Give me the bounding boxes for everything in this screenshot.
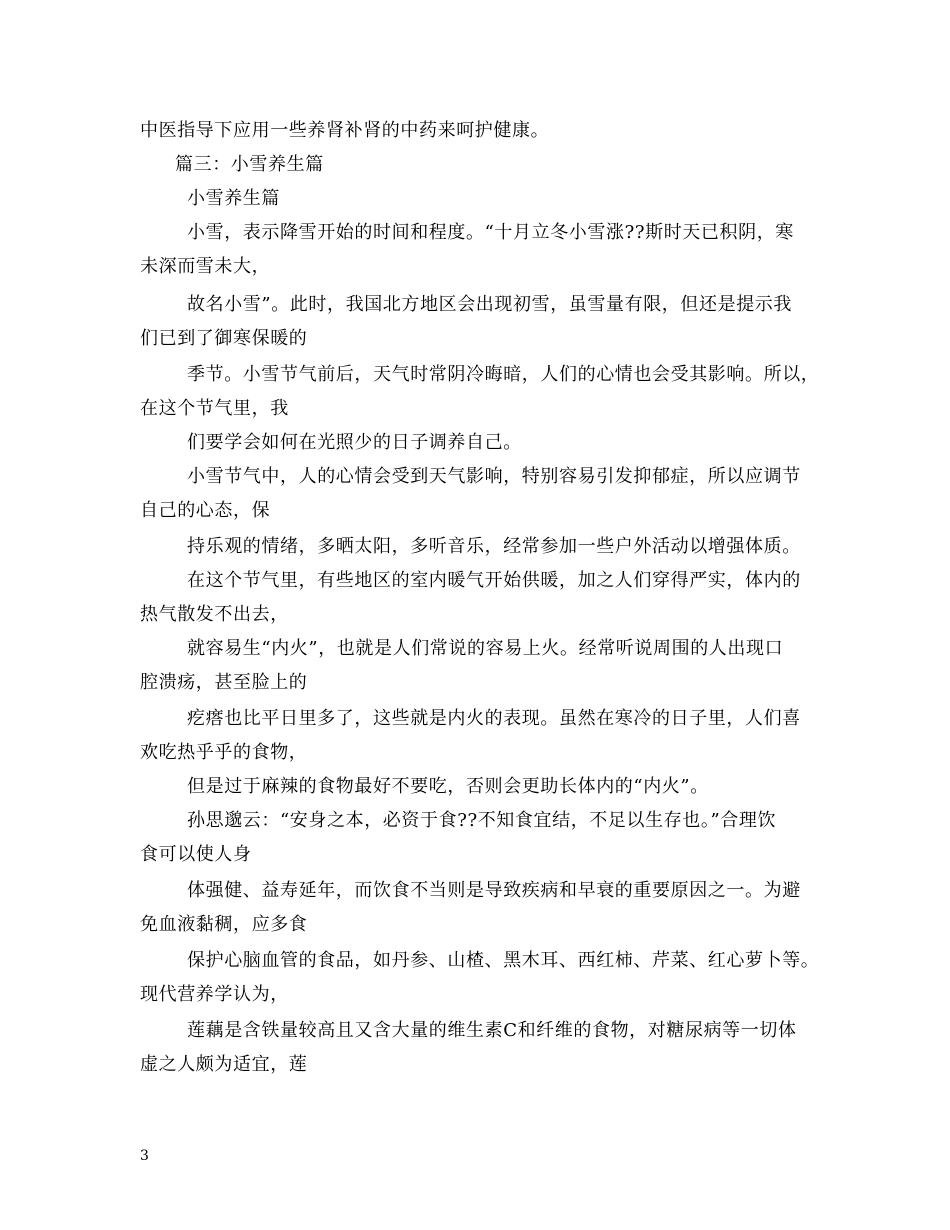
text-line: 小雪，表示降雪开始的时间和程度。“十月立冬小雪涨??斯时天已积阴，寒: [187, 222, 794, 243]
text-line: 中医指导下应用一些养肾补肾的中药来呵护健康。: [140, 120, 550, 141]
text-line: 热气散发不出去，: [140, 604, 289, 625]
text-line: 持乐观的情绪，多晒太阳，多听音乐，经常参加一些户外活动以增强体质。: [187, 536, 801, 557]
text-line: 莲藕是含铁量较高且又含大量的维生素C和纤维的食物，对糖尿病等一切体: [187, 1020, 797, 1041]
text-line: 在这个节气里，有些地区的室内暖气开始供暖，加之人们穿得严实，体内的: [187, 570, 801, 591]
text-line: 们要学会如何在光照少的日子调养自己。: [187, 432, 522, 453]
text-line: 小雪节气中，人的心情会受到天气影响，特别容易引发抑郁症，所以应调节: [187, 466, 801, 487]
text-line: 腔溃疡，甚至脸上的: [140, 672, 308, 693]
text-line: 自己的心态，保: [140, 500, 271, 521]
text-line: 孙思邈云：“安身之本，必资于食??不知食宜结，不足以生存也。”合理饮: [187, 810, 777, 831]
text-line: 但是过于麻辣的食物最好不要吃，否则会更助长体内的“内火”。: [187, 776, 709, 797]
text-line: 疙瘩也比平日里多了，这些就是内火的表现。虽然在寒冷的日子里，人们喜: [187, 708, 801, 729]
text-line: 免血液黏稠，应多食: [140, 914, 308, 935]
text-line: 故名小雪”。此时，我国北方地区会出现初雪，虽雪量有限，但还是提示我: [187, 294, 792, 315]
text-line: 食可以使人身: [140, 844, 252, 865]
text-line: 欢吃热乎乎的食物，: [140, 742, 308, 763]
text-line: 虚之人颇为适宜，莲: [140, 1054, 308, 1075]
page-number: 3: [140, 1148, 149, 1164]
text-line: 们已到了御寒保暖的: [140, 328, 308, 349]
text-line: 在这个节气里，我: [140, 398, 289, 419]
text-line: 体强健、益寿延年，而饮食不当则是导致疾病和早衰的重要原因之一。为避: [187, 880, 801, 901]
text-line: 未深而雪未大，: [140, 256, 271, 277]
text-line: 保护心脑血管的食品，如丹参、山楂、黑木耳、西红柿、芹菜、红心萝卜等。: [187, 950, 820, 971]
text-line: 就容易生“内火”，也就是人们常说的容易上火。经常听说周围的人出现口: [187, 638, 784, 659]
section-title: 小雪养生篇: [187, 188, 280, 209]
text-line: 季节。小雪节气前后，天气时常阴冷晦暗，人们的心情也会受其影响。所以，: [187, 364, 820, 385]
section-heading: 篇三：小雪养生篇: [175, 154, 324, 175]
text-line: 现代营养学认为，: [140, 984, 289, 1005]
